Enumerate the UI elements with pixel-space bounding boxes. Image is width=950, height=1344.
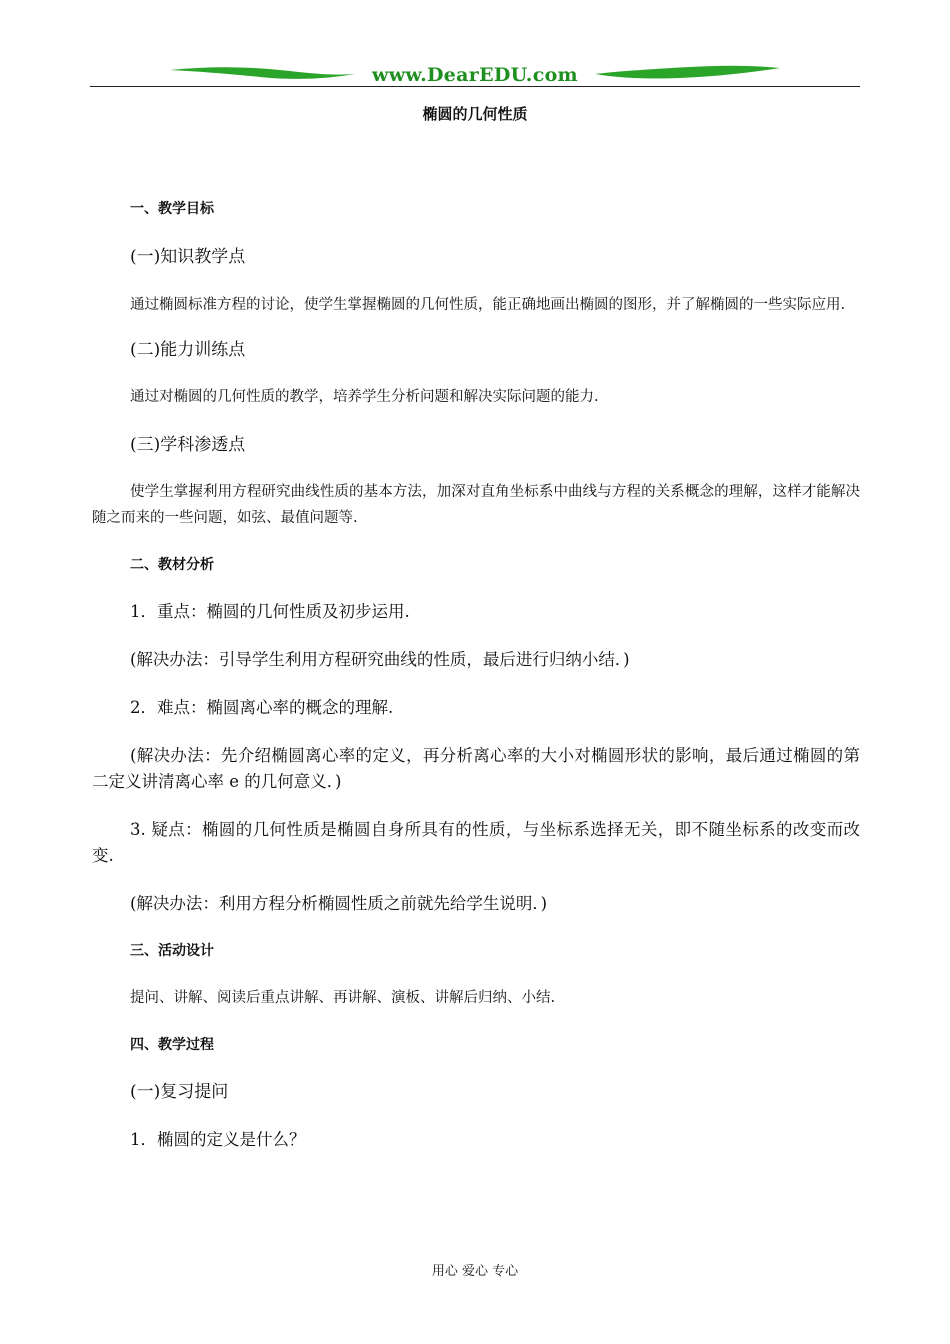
document-body: [92, 197, 860, 1153]
paragraph: 提问、讲解、阅读后重点讲解、再讲解、演板、讲解后归纳、小结.: [130, 990, 556, 1006]
paragraph: (解决办法：先介绍椭圆离心率的定义，再分析离心率的大小对椭圆形状的影响，最后通过椭圆的第二定义讲清离心率 e 的几何意义．): [92, 746, 860, 791]
site-url: www.DearEDU.com: [372, 64, 578, 86]
page-footer: 用心 爱心 专心: [431, 1264, 519, 1279]
paragraph: 使学生掌握利用方程研究曲线性质的基本方法，加深对直角坐标系中曲线与方程的关系概念的理解，这样才能解决随之而来的一些问题，如弦、最值问题等.: [92, 484, 860, 526]
paragraph: 1．重点：椭圆的几何性质及初步运用.: [130, 602, 410, 621]
section-heading: 三、活动设计: [130, 943, 214, 959]
paragraph: 3. 疑点：椭圆的几何性质是椭圆自身所具有的性质，与坐标系选择无关，即不随坐标系的改变而改变.: [92, 820, 860, 865]
subsection-heading: (二)能力训练点: [130, 340, 246, 360]
paragraph: 通过椭圆标准方程的讨论，使学生掌握椭圆的几何性质，能正确地画出椭圆的图形，并了解椭圆的一些实际应用.: [130, 297, 846, 313]
document-title: 椭圆的几何性质: [422, 105, 528, 123]
paragraph: (解决办法：引导学生利用方程研究曲线的性质，最后进行归纳小结．): [130, 650, 630, 669]
subsection-heading: (一)复习提问: [130, 1082, 229, 1102]
paragraph: 2．难点：椭圆离心率的概念的理解.: [130, 698, 394, 717]
paragraph: 1．椭圆的定义是什么？: [130, 1130, 306, 1149]
section-heading: 四、教学过程: [130, 1037, 214, 1053]
subsection-heading: (一)知识教学点: [130, 247, 246, 267]
header-divider: [90, 86, 860, 87]
subsection-heading: (三)学科渗透点: [130, 435, 246, 455]
paragraph: 通过对椭圆的几何性质的教学，培养学生分析问题和解决实际问题的能力.: [130, 389, 599, 405]
paragraph: (解决办法：利用方程分析椭圆性质之前就先给学生说明．): [130, 894, 548, 913]
section-heading: 一、教学目标: [130, 201, 214, 217]
section-heading: 二、教材分析: [130, 557, 214, 573]
